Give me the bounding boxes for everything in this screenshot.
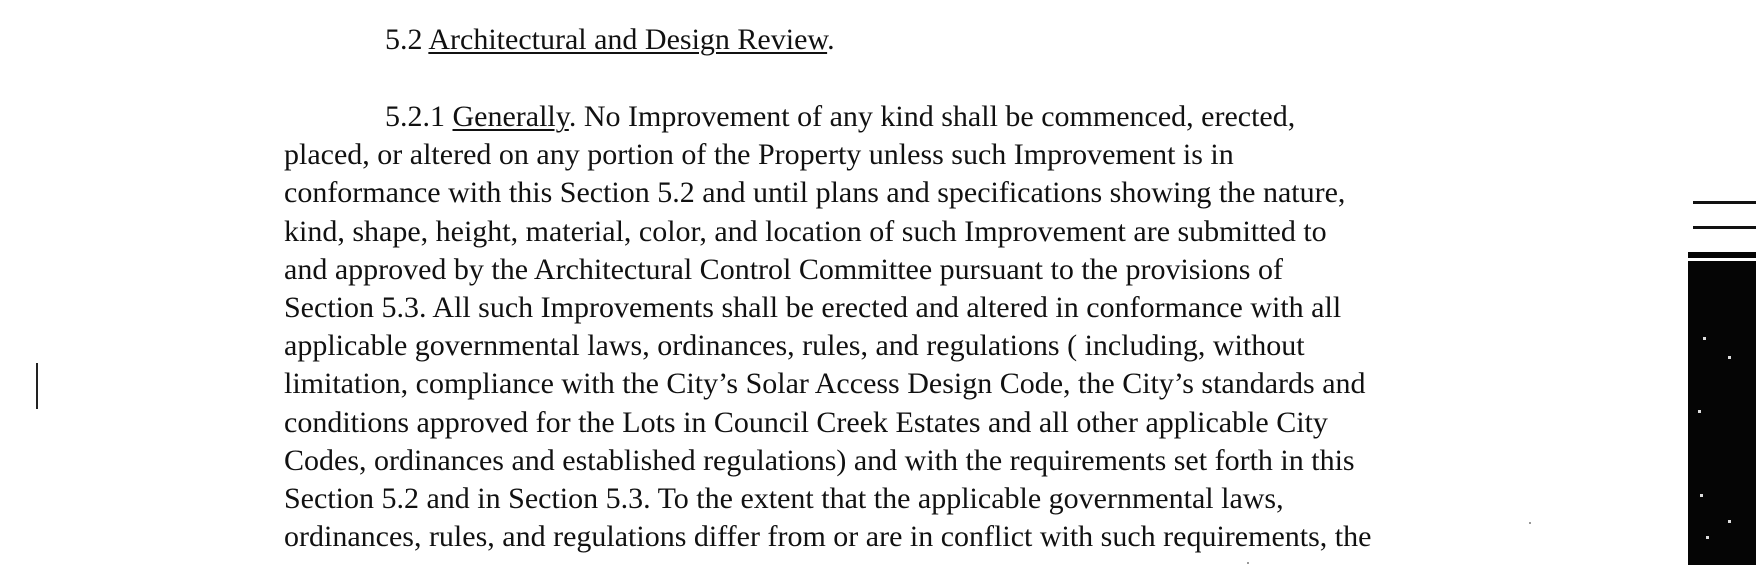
scan-speck: [1703, 337, 1706, 340]
scan-speck: [1529, 522, 1531, 524]
section-title: Architectural and Design Review: [428, 23, 828, 56]
paragraph-line: conditions approved for the Lots in Council Creek Estates and all other applicable City: [284, 405, 1328, 439]
paragraph-line: Codes, ordinances and established regulations) and with the requirements set forth in this: [284, 443, 1355, 477]
paragraph-line: ordinances, rules, and regulations differ from or are in conflict with such requirements, the: [284, 520, 1372, 554]
scan-edge-shadow: [1688, 252, 1756, 565]
paragraph-line: limitation, compliance with the City’s Solar Access Design Code, the City’s standards and: [284, 367, 1366, 401]
scan-speck: [1706, 536, 1709, 539]
scan-speck: [1698, 410, 1701, 413]
paragraph-line: Section 5.2 and in Section 5.3. To the extent that the applicable governmental laws,: [284, 482, 1284, 516]
paragraph-line: conformance with this Section 5.2 and until plans and specifications showing the nature,: [284, 176, 1346, 210]
section-heading: [385, 22, 835, 58]
paragraph-line: placed, or altered on any portion of the Property unless such Improvement is in: [284, 138, 1234, 172]
scan-edge-band: [1688, 258, 1756, 261]
subsection-number: 5.2.1: [385, 100, 445, 133]
scan-speck: [1728, 356, 1731, 359]
scan-speck: [1700, 494, 1703, 497]
scan-speck: [1728, 520, 1731, 523]
paragraph-line: Section 5.3. All such Improvements shall be erected and altered in conformance with all: [284, 291, 1342, 325]
paragraph-line: applicable governmental laws, ordinances, rules, and regulations ( including, without: [284, 329, 1305, 363]
paragraph-line: 5.2.1 Generally. No Improvement of any kind shall be commenced, erected,: [385, 100, 1296, 133]
subsection-paragraph: [284, 98, 1554, 556]
revision-margin-bar: [36, 363, 38, 409]
section-title-period: .: [827, 23, 835, 56]
subsection-title: Generally: [452, 100, 569, 133]
section-number: 5.2: [385, 23, 423, 56]
edge-rule: [1693, 226, 1756, 229]
paragraph-line: and approved by the Architectural Control Committee pursuant to the provisions of: [284, 252, 1283, 286]
scan-speck: [1247, 562, 1249, 564]
paragraph-line: kind, shape, height, material, color, and location of such Improvement are submitted to: [284, 214, 1327, 248]
edge-rule: [1693, 201, 1756, 204]
